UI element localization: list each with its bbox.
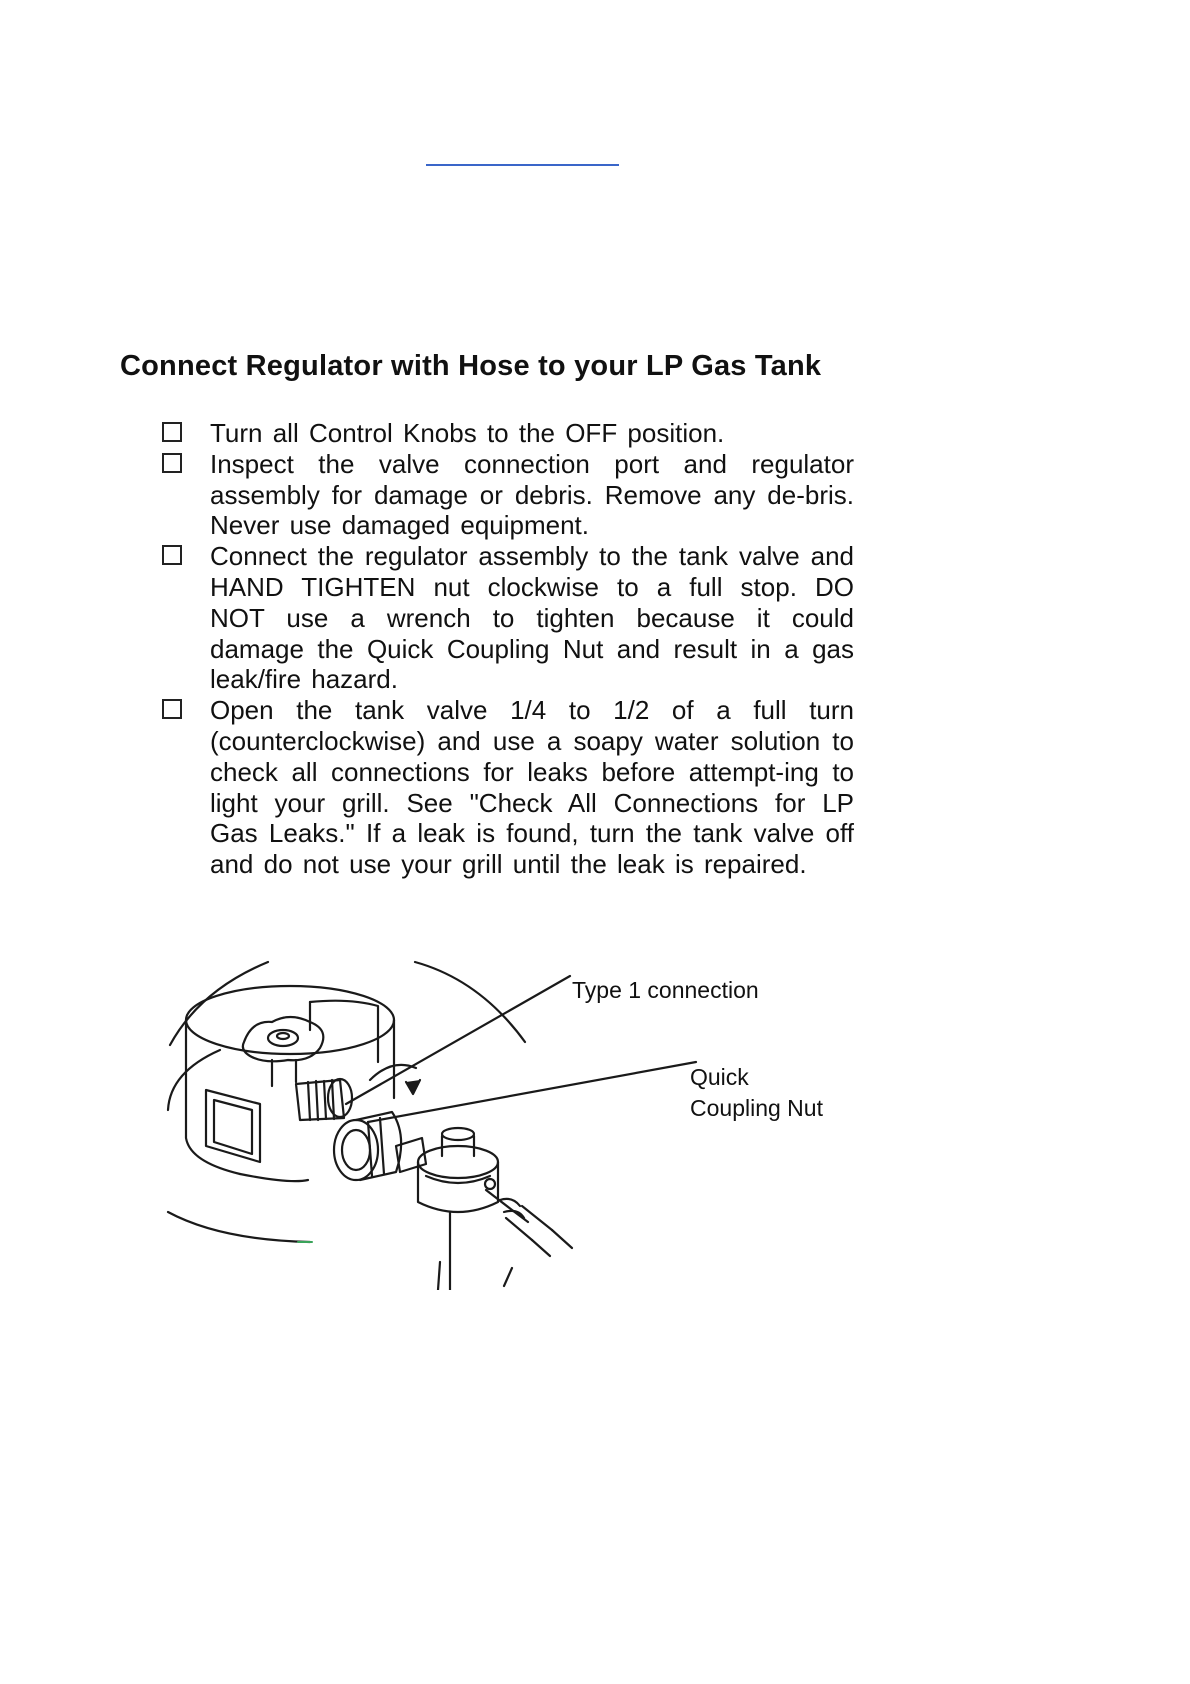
collar-top: [186, 986, 394, 1054]
type1-connection-label: Type 1 connection: [572, 977, 759, 1003]
checkbox-icon[interactable]: [162, 422, 182, 442]
page-title: Connect Regulator with Hose to your LP Gas Tank: [120, 350, 822, 382]
valve-outlet-icon: [296, 1079, 352, 1120]
step-checklist: [162, 418, 854, 880]
checkbox-icon[interactable]: [162, 699, 182, 719]
collar-front: [240, 1174, 308, 1181]
quick-coupling-nut-label: [690, 1062, 823, 1124]
quick-label-line2: Coupling Nut: [690, 1095, 823, 1121]
tank-outline-right: [415, 962, 525, 1042]
list-item: [162, 695, 854, 880]
list-item: [162, 541, 854, 695]
link-underline[interactable]: [426, 164, 619, 166]
leader-line-type1: [346, 976, 570, 1104]
step-text: Connect the regulator assembly to the tank valve and HAND TIGHTEN nut clockwise to a full stop. DO NOT use a wrench to tighten because it could damage the Quick Coupling Nut and result in a gas leak/fire hazard.: [210, 541, 854, 695]
tank-bottom-arc: [168, 1212, 310, 1242]
step-text: Open the tank valve 1/4 to 1/2 of a full turn (counterclockwise) and use a soapy water solution to check all connections for leaks before attempt-ing to light your grill. See "Check All Connections for LP Gas Leaks." If a leak is found, turn the tank valve off and do not use your grill until the leak is repaired.: [210, 695, 854, 880]
tank-outline-left: [170, 962, 268, 1045]
leader-line-quick-nut: [368, 1062, 696, 1122]
step-text: Inspect the valve connection port and regulator assembly for damage or debris. Remove any de-bris. Never use damaged equipment.: [210, 448, 854, 541]
step-text: Turn all Control Knobs to the OFF position.: [210, 418, 725, 448]
list-item: [162, 449, 854, 541]
checkbox-icon[interactable]: [162, 453, 182, 473]
quick-label-line1: Quick: [690, 1064, 749, 1090]
list-item: [162, 418, 854, 449]
checkbox-icon[interactable]: [162, 545, 182, 565]
regulator-icon: [396, 1128, 572, 1290]
tank-base-arc: [168, 1050, 220, 1110]
